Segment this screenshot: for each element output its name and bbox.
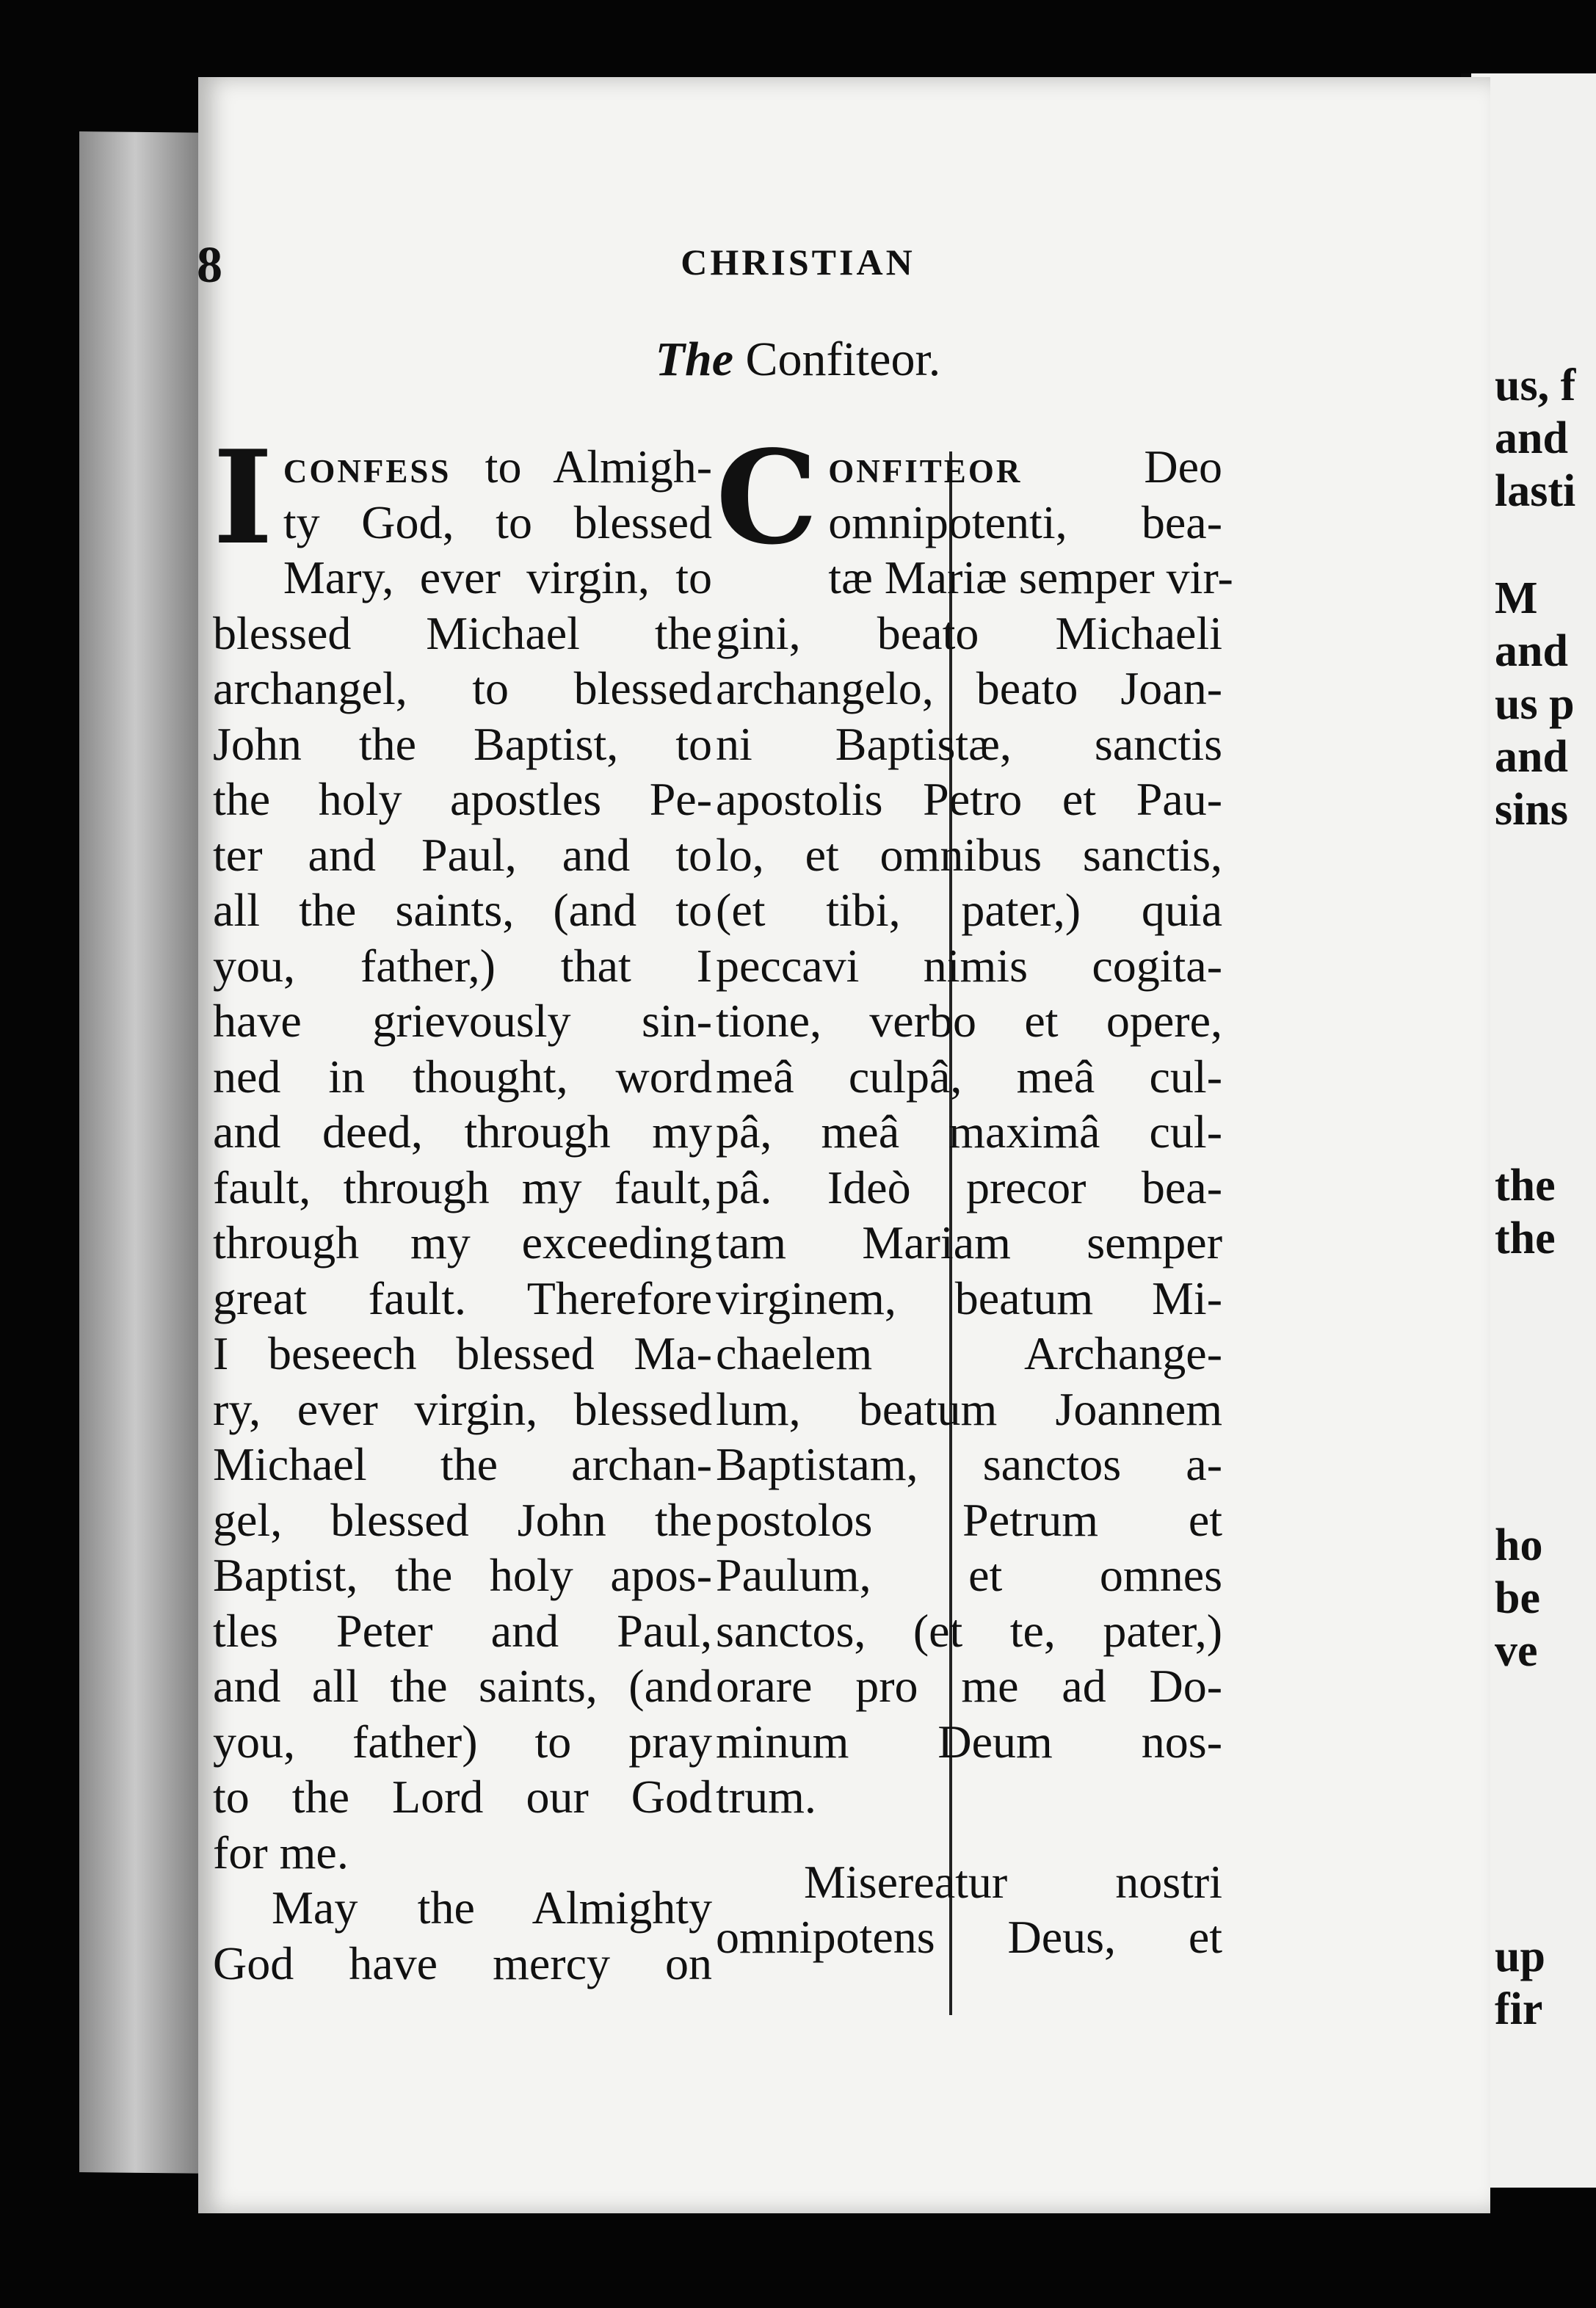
text-line: omnipotens Deus, et <box>716 1911 1222 1963</box>
text-line: all the saints, (and to <box>213 884 712 936</box>
text-line: omnipotenti, bea- <box>828 496 1222 548</box>
text-line: and deed, through my <box>213 1106 712 1158</box>
section-title <box>0 332 1596 388</box>
facing-line: the <box>1495 1161 1556 1211</box>
facing-line: ve <box>1495 1626 1538 1676</box>
text-line: John the Baptist, to <box>213 717 712 770</box>
text-line: confess to Almigh- <box>283 440 712 493</box>
text-line: apostolis Petro et Pau- <box>716 773 1222 825</box>
text-line: archangel, to blessed <box>213 662 712 714</box>
text-line: (et tibi, pater,) quia <box>716 884 1222 936</box>
text-line: I beseech blessed Ma- <box>213 1327 712 1379</box>
text-line: Mary, ever virgin, to <box>283 551 712 603</box>
text-line: you, father) to pray <box>213 1715 712 1768</box>
text-line: tæ Mariæ semper vir- <box>828 551 1233 603</box>
text-line: virginem, beatum Mi- <box>716 1271 1222 1324</box>
page-number: 8 <box>197 237 222 294</box>
text-line: archangelo, beato Joan- <box>716 662 1222 714</box>
text-line: Paulum, et omnes <box>716 1549 1222 1601</box>
facing-line: fir <box>1495 1984 1543 2034</box>
lead-word: confess <box>283 440 451 493</box>
text-line: gini, beato Michaeli <box>716 606 1222 659</box>
text-line: Baptist, the holy apos- <box>213 1549 712 1601</box>
text-line: Misereatur nostri <box>804 1855 1222 1908</box>
text-line: orare pro me ad Do- <box>716 1660 1222 1712</box>
text-line: trum. <box>716 1771 816 1823</box>
text-line: blessed Michael the <box>213 606 712 659</box>
text-line: Michael the archan- <box>213 1438 712 1490</box>
text-line: and all the saints, (and <box>213 1660 712 1712</box>
text-line: gel, blessed John the <box>213 1493 712 1546</box>
text-line: ter and Paul, and to <box>213 828 712 881</box>
text-line: have grievously sin- <box>213 995 712 1047</box>
facing-line: sins <box>1495 785 1568 835</box>
text-line: God have mercy on <box>213 1937 712 1989</box>
text-line: through my exceeding <box>213 1216 712 1269</box>
text-line: pâ, meâ maximâ cul- <box>716 1106 1222 1158</box>
paragraph-gap <box>716 1825 1222 1854</box>
facing-line: the <box>1495 1213 1556 1263</box>
text-line: you, father,) that I <box>213 939 712 992</box>
text-line: tam Mariam semper <box>716 1216 1222 1269</box>
facing-line: and <box>1495 626 1568 676</box>
text-line: to the Lord our God <box>213 1771 712 1823</box>
text-line: sanctos, (et te, pater,) <box>716 1604 1222 1657</box>
text-line: ry, ever virgin, blessed <box>213 1382 712 1435</box>
text-line: the holy apostles Pe- <box>213 773 712 825</box>
text-line: ned in thought, word <box>213 1050 712 1103</box>
lead-word: onfiteor <box>828 440 1023 493</box>
facing-line: up <box>1495 1931 1545 1981</box>
text-line: lo, et omnibus sanctis, <box>716 828 1222 881</box>
text-line: for me. <box>213 1826 349 1879</box>
text-line: peccavi nimis cogita- <box>716 939 1222 992</box>
text-line: chaelem Archange- <box>716 1327 1222 1379</box>
text-line: lum, beatum Joannem <box>716 1382 1222 1435</box>
text-line: meâ culpâ, meâ cul- <box>716 1050 1222 1103</box>
text-line: tione, verbo et opere, <box>716 995 1222 1047</box>
text-line: tles Peter and Paul, <box>213 1604 712 1657</box>
english-column <box>213 423 712 1991</box>
section-title-rest: Confiteor. <box>733 333 941 386</box>
text-line: minum Deum nos- <box>716 1715 1222 1768</box>
text-line: great fault. Therefore <box>213 1271 712 1324</box>
text-line: fault, through my fault, <box>213 1161 712 1213</box>
facing-line: and <box>1495 732 1568 782</box>
section-title-italic: The <box>655 333 733 386</box>
running-head: CHRISTIAN <box>681 242 915 283</box>
text-line: ty God, to blessed <box>283 496 712 548</box>
facing-line: be <box>1495 1573 1540 1623</box>
facing-line: ho <box>1495 1520 1543 1570</box>
facing-line: and <box>1495 413 1568 463</box>
facing-line: lasti <box>1495 466 1576 516</box>
text-line: onfiteor Deo <box>828 440 1222 493</box>
text-line: ni Baptistæ, sanctis <box>716 717 1222 770</box>
drop-cap-english: I <box>213 423 273 573</box>
facing-line: us, f <box>1495 360 1576 410</box>
text-line: May the Almighty <box>272 1881 712 1934</box>
facing-line: us p <box>1495 679 1575 729</box>
facing-line: M <box>1495 573 1538 623</box>
text-line: postolos Petrum et <box>716 1493 1222 1546</box>
text-line: Baptistam, sanctos a- <box>716 1438 1222 1490</box>
latin-column <box>716 423 1233 1965</box>
text-line: pâ. Ideò precor bea- <box>716 1161 1222 1213</box>
drop-cap-latin: C <box>716 423 819 573</box>
